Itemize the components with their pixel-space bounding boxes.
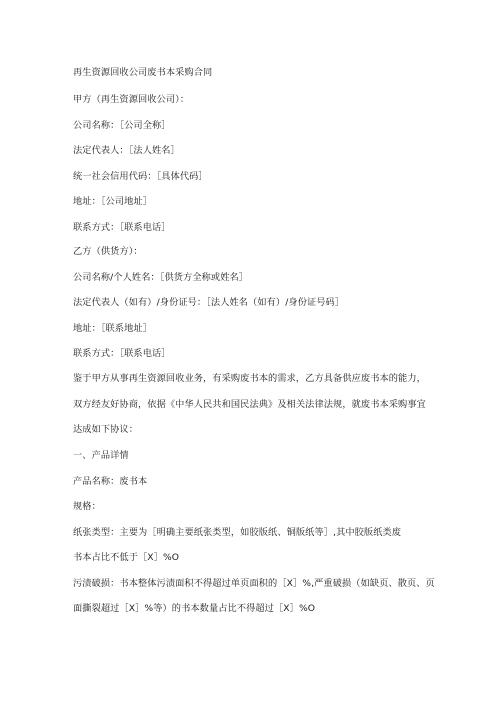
section-1-heading: 一、产品详情 [73, 450, 129, 461]
damage-line-1: 污渍破损：书本整体污渍面积不得超过单页面积的［X］%,严重破损（如缺页、散页、页 [73, 578, 435, 589]
party-a-address: 地址：［公司地址］ [73, 196, 152, 207]
product-name: 产品名称：废书本 [73, 476, 148, 487]
party-b-legal-rep-id: 法定代表人（如有）/身份证号：［法人姓名（如有）/身份证号码］ [73, 297, 345, 308]
party-a-heading: 甲方（再生资源回收公司）： [73, 94, 190, 105]
preamble-line-3: 达成如下协议： [73, 424, 139, 435]
party-b-contact: 联系方式：［联系电话］ [73, 348, 171, 359]
party-a-credit-code: 统一社会信用代码：［具体代码］ [73, 171, 208, 182]
party-b-address: 地址：［联系地址］ [73, 323, 152, 334]
party-b-name: 公司名称/个人姓名：［供货方全称或姓名］ [73, 272, 249, 283]
preamble-line-2: 双方经友好协商，依据《中华人民共和国民法典》及相关法律法规，就废书本采购事宜 [73, 399, 426, 410]
paper-type-line-2: 书本占比不低于［X］%O [73, 552, 180, 563]
preamble-line-1: 鉴于甲方从事再生资源回收业务，有采购废书本的需求，乙方具备供应废书本的能力， [73, 373, 426, 384]
spec-label: 规格： [73, 501, 101, 512]
damage-line-2: 面撕裂超过［X］%等）的书本数量占比不得超过［X］%O [73, 603, 316, 614]
party-a-contact: 联系方式：［联系电话］ [73, 222, 171, 233]
party-b-heading: 乙方（供货方）： [73, 246, 143, 257]
party-a-legal-rep: 法定代表人：［法人姓名］ [73, 145, 180, 156]
party-a-company-name: 公司名称：［公司全称］ [73, 120, 171, 131]
document-title: 再生资源回收公司废书本采购合同 [73, 67, 213, 78]
paper-type-line-1: 纸张类型：主要为［明确主要纸张类型，如胶版纸、铜版纸等］,其中胶版纸类废 [73, 527, 402, 538]
